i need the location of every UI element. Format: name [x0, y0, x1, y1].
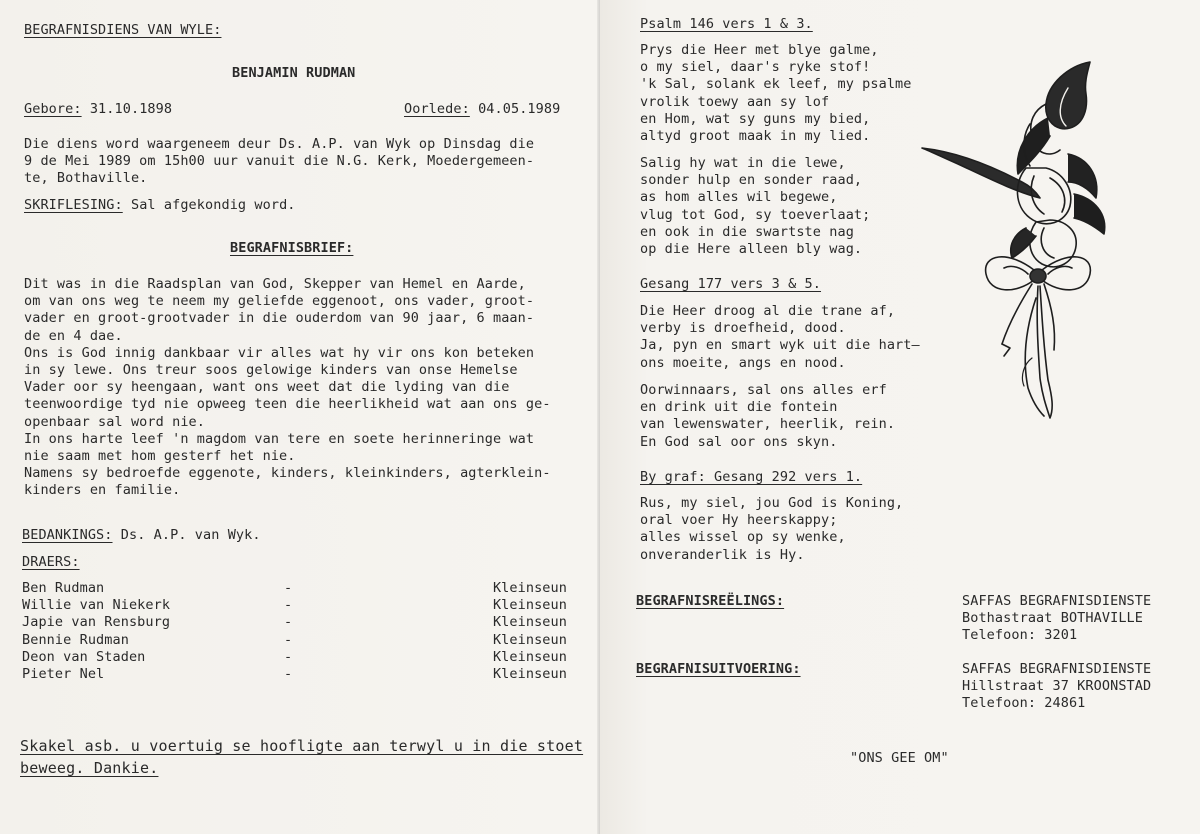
note-line: Skakel asb. u voertuig se hoofligte aan terwyl u in die stoet: [20, 737, 584, 755]
bearer-row: [22, 632, 567, 649]
reading-line: [24, 197, 296, 214]
verse-line: Rus, my siel, jou God is Koning,: [640, 495, 904, 511]
bearer-relation: Kleinseun: [492, 665, 567, 682]
letter-line: nie saam met hom gesterf het nie.: [24, 448, 296, 465]
letter-line: om van ons weg te neem my geliefde eggenoot, ons vader, groot-: [24, 293, 535, 310]
arrangements-address: [962, 593, 1151, 645]
verse-line: o my siel, daar's ryke stof!: [640, 59, 871, 76]
address-line: Bothastraat BOTHAVILLE: [962, 610, 1144, 627]
psalm-title: Psalm 146 vers 1 & 3.: [640, 16, 813, 32]
service-line: 9 de Mei 1989 om 15h00 uur vanuit die N.G. Kerk, Moedergemeen-: [24, 153, 535, 170]
verse-line: alles wissel op sy wenke,: [640, 529, 846, 546]
born-label: Gebore:: [24, 101, 82, 117]
reading-label: SKRIFLESING:: [24, 197, 123, 213]
died-line: [404, 101, 560, 118]
note-line: beweeg. Dankie.: [20, 759, 159, 777]
died-label: Oorlede:: [404, 101, 470, 117]
bearers-list: [22, 580, 567, 683]
verse-line: en drink uit die fontein: [640, 399, 838, 416]
address-line: Hillstraat 37 KROONSTAD: [962, 678, 1152, 695]
grave-title: By graf: Gesang 292 vers 1.: [640, 469, 863, 485]
bearer-dash: -: [284, 614, 293, 631]
bearer-row: [22, 649, 567, 666]
letter-line: Ons is God innig dankbaar vir alles wat hy vir ons kon beteken: [24, 344, 535, 361]
verse-line: as hom alles wil begewe,: [640, 189, 838, 206]
bearer-name: Bennie Rudman: [22, 631, 129, 648]
address-line: SAFFAS BEGRAFNISDIENSTE: [962, 661, 1152, 677]
bearer-name: Deon van Staden: [22, 648, 146, 665]
thanks-label: BEDANKINGS:: [22, 527, 113, 543]
address-line: Telefoon: 3201: [962, 627, 1078, 644]
bearer-name: Ben Rudman: [22, 580, 105, 596]
bearers-label: DRAERS:: [22, 554, 80, 570]
verse-line: Die Heer droog al die trane af,: [640, 303, 896, 319]
bearer-dash: -: [284, 631, 293, 648]
service-details: [24, 136, 534, 188]
letter-line: de en 4 dae.: [24, 327, 123, 344]
letter-line: openbaar sal word nie.: [24, 413, 206, 430]
bearer-relation: Kleinseun: [492, 580, 567, 596]
arrangements-label: BEGRAFNISREËLINGS:: [636, 593, 785, 609]
motto: "ONS GEE OM": [850, 750, 949, 766]
bearer-dash: -: [284, 665, 293, 682]
hymn-verse-2: [640, 382, 895, 451]
bearer-relation: Kleinseun: [492, 631, 567, 648]
hymn-verse-1: [640, 303, 920, 372]
verse-line: verby is droefheid, dood.: [640, 320, 846, 337]
letter-line: Vader oor sy heengaan, want ons weet dat die lyding van die: [24, 379, 510, 396]
headlights-note: [20, 735, 583, 779]
verse-line: Ja, pyn en smart wyk uit die hart—: [640, 337, 920, 354]
letter-body: [24, 276, 551, 500]
born-date: 31.10.1898: [89, 101, 173, 117]
thanks-line: [22, 527, 261, 544]
psalm-verse-2: [640, 155, 870, 258]
thanks-text: Ds. A.P. van Wyk.: [120, 527, 261, 543]
bearer-relation: Kleinseun: [492, 614, 567, 631]
verse-line: en Hom, wat sy guns my bied,: [640, 110, 871, 127]
verse-line: Salig hy wat in die lewe,: [640, 155, 846, 171]
verse-line: van lewenswater, heerlik, rein.: [640, 416, 896, 433]
letter-line: vader en groot-grootvader in die ouderdom van 90 jaar, 6 maan-: [24, 310, 535, 327]
bearer-dash: -: [284, 597, 293, 614]
hymn-title: Gesang 177 vers 3 & 5.: [640, 276, 822, 292]
letter-title: BEGRAFNISBRIEF:: [230, 240, 354, 256]
service-line: Die diens word waargeneem deur Ds. A.P. van Wyk op Dinsdag die: [24, 136, 535, 152]
verse-line: vrolik toewy aan sy lof: [640, 93, 830, 110]
letter-line: Namens sy bedroefde eggenote, kinders, kleinkinders, agterklein-: [24, 465, 551, 482]
verse-line: altyd groot maak in my lied.: [640, 128, 871, 145]
grave-verse: [640, 495, 903, 564]
address-line: SAFFAS BEGRAFNISDIENSTE: [962, 593, 1152, 609]
bearer-name: Pieter Nel: [22, 665, 105, 682]
verse-line: Prys die Heer met blye galme,: [640, 42, 879, 58]
bearer-name: Willie van Niekerk: [22, 597, 171, 614]
verse-line: 'k Sal, solank ek leef, my psalme: [640, 76, 912, 93]
service-line: te, Bothaville.: [24, 170, 148, 187]
letter-line: In ons harte leef 'n magdom van tere en soete herinneringe wat: [24, 430, 535, 447]
verse-line: en ook in die swartste nag: [640, 223, 854, 240]
deceased-name: BENJAMIN RUDMAN: [232, 65, 356, 81]
verse-line: oral voer Hy heerskappy;: [640, 512, 838, 529]
bearer-name: Japie van Rensburg: [22, 614, 171, 631]
verse-line: onveranderlik is Hy.: [640, 546, 805, 563]
letter-line: kinders en familie.: [24, 482, 181, 499]
execution-label: BEGRAFNISUITVOERING:: [636, 661, 801, 677]
letter-line: Dit was in die Raadsplan van God, Skepper van Hemel en Aarde,: [24, 276, 526, 292]
execution-address: [962, 661, 1151, 713]
lily-flower-illustration: [918, 58, 1118, 420]
verse-line: ons moeite, angs en nood.: [640, 354, 846, 371]
bearer-row: [22, 580, 567, 597]
bearer-row: [22, 666, 567, 683]
service-header: BEGRAFNISDIENS VAN WYLE:: [24, 22, 222, 38]
bearer-row: [22, 614, 567, 631]
bearer-relation: Kleinseun: [492, 597, 567, 614]
bearer-dash: -: [284, 580, 293, 596]
verse-line: sonder hulp en sonder raad,: [640, 172, 863, 189]
letter-line: teenwoordige tyd nie opweeg teen die heerlikheid wat aan ons ge-: [24, 396, 551, 413]
verse-line: vlug tot God, sy toeverlaat;: [640, 206, 871, 223]
bearer-dash: -: [284, 648, 293, 665]
died-date: 04.05.1989: [478, 101, 561, 117]
bearer-row: [22, 597, 567, 614]
psalm-verse-1: [640, 42, 912, 145]
bearer-relation: Kleinseun: [492, 648, 567, 665]
right-page: [600, 0, 1200, 834]
born-line: [24, 101, 172, 118]
verse-line: op die Here alleen bly wag.: [640, 241, 863, 258]
address-line: Telefoon: 24861: [962, 695, 1086, 712]
reading-text: Sal afgekondig word.: [130, 197, 296, 213]
verse-line: Oorwinnaars, sal ons alles erf: [640, 382, 887, 398]
letter-line: in sy lewe. Ons treur soos gelowige kinders van onse Hemelse: [24, 362, 518, 379]
verse-line: En God sal oor ons skyn.: [640, 433, 838, 450]
